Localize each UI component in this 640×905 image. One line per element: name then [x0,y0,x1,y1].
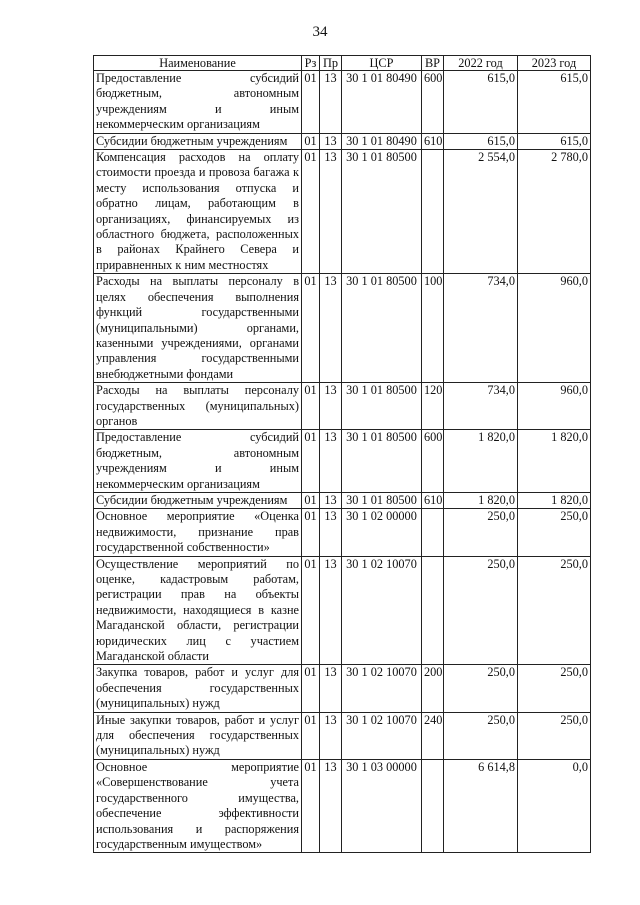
row-pr: 13 [320,383,342,430]
header-rz: Рз [302,56,320,71]
row-csr: 30 1 01 80500 [342,430,422,493]
row-pr: 13 [320,665,342,712]
header-pr: Пр [320,56,342,71]
header-2022: 2022 год [444,56,518,71]
row-2022: 615,0 [444,71,518,134]
table-header-row [94,56,591,71]
row-rz: 01 [302,492,320,508]
row-csr: 30 1 01 80500 [342,383,422,430]
row-2023: 615,0 [518,133,591,149]
row-2023: 250,0 [518,556,591,665]
row-pr: 13 [320,556,342,665]
row-rz: 01 [302,556,320,665]
row-2022: 615,0 [444,133,518,149]
row-name: Субсидии бюджетным учреждениям [94,133,302,149]
table-row [94,71,591,134]
row-rz: 01 [302,712,320,759]
row-name: Субсидии бюджетным учреждениям [94,492,302,508]
row-vr: 200 [422,665,444,712]
table-row [94,274,591,383]
row-pr: 13 [320,492,342,508]
table-row [94,492,591,508]
row-2023: 1 820,0 [518,492,591,508]
row-name: Основное мероприятие «Совершенствование учета государственного имущества, обеспечение эффективности использования и распоряжения государственным имуществом» [94,759,302,852]
row-2022: 1 820,0 [444,430,518,493]
row-csr: 30 1 01 80490 [342,71,422,134]
row-csr: 30 1 01 80500 [342,492,422,508]
row-rz: 01 [302,430,320,493]
row-csr: 30 1 02 10070 [342,712,422,759]
row-vr: 100 [422,274,444,383]
row-csr: 30 1 02 10070 [342,556,422,665]
row-vr: 610 [422,492,444,508]
row-2023: 1 820,0 [518,430,591,493]
row-name: Расходы на выплаты персоналу в целях обеспечения выполнения функций государственными (муниципальными) органами, казенными учреждениями, органами управления государственными внебюджетными фондами [94,274,302,383]
row-2022: 2 554,0 [444,150,518,274]
table-row [94,150,591,274]
row-pr: 13 [320,274,342,383]
row-2022: 734,0 [444,383,518,430]
header-2023: 2023 год [518,56,591,71]
row-vr [422,556,444,665]
row-csr: 30 1 03 00000 [342,759,422,852]
row-rz: 01 [302,71,320,134]
row-name: Осуществление мероприятий по оценке, кадастровым работам, регистрации прав на объекты недвижимости, находящиеся в казне Магаданской области, регистрации юридических лиц с участием Магаданской области [94,556,302,665]
row-name: Расходы на выплаты персоналу государственных (муниципальных) органов [94,383,302,430]
table-row [94,383,591,430]
row-rz: 01 [302,383,320,430]
row-name: Предоставление субсидий бюджетным, автономным учреждениям и иным некоммерческим организациям [94,71,302,134]
row-name: Закупка товаров, работ и услуг для обеспечения государственных (муниципальных) нужд [94,665,302,712]
row-2022: 734,0 [444,274,518,383]
row-name: Основное мероприятие «Оценка недвижимости, признание прав государственной собственности» [94,509,302,556]
table-row [94,556,591,665]
row-2022: 250,0 [444,556,518,665]
row-csr: 30 1 02 10070 [342,665,422,712]
row-pr: 13 [320,509,342,556]
row-vr: 120 [422,383,444,430]
row-rz: 01 [302,274,320,383]
table-row [94,665,591,712]
row-name: Компенсация расходов на оплату стоимости проезда и провоза багажа к месту использования отпуска и обратно лицам, работающим в организациях, финансируемых из областного бюджета, расположенных в районах Крайнего Севера и приравненных к ним местностях [94,150,302,274]
row-csr: 30 1 02 00000 [342,509,422,556]
row-csr: 30 1 01 80500 [342,274,422,383]
page-number: 34 [312,24,328,40]
row-2023: 250,0 [518,665,591,712]
header-csr: ЦСР [342,56,422,71]
table-row [94,430,591,493]
row-vr: 600 [422,430,444,493]
row-2023: 250,0 [518,712,591,759]
row-2022: 250,0 [444,509,518,556]
row-vr: 240 [422,712,444,759]
row-2023: 960,0 [518,383,591,430]
table-row [94,133,591,149]
row-pr: 13 [320,71,342,134]
row-2022: 6 614,8 [444,759,518,852]
row-csr: 30 1 01 80500 [342,150,422,274]
table-row [94,712,591,759]
row-vr: 600 [422,71,444,134]
row-csr: 30 1 01 80490 [342,133,422,149]
row-2022: 250,0 [444,665,518,712]
row-vr [422,759,444,852]
row-vr [422,509,444,556]
row-rz: 01 [302,133,320,149]
row-pr: 13 [320,759,342,852]
row-rz: 01 [302,759,320,852]
row-2023: 2 780,0 [518,150,591,274]
row-rz: 01 [302,509,320,556]
row-2023: 615,0 [518,71,591,134]
row-rz: 01 [302,665,320,712]
header-vr: ВР [422,56,444,71]
row-vr [422,150,444,274]
row-2022: 250,0 [444,712,518,759]
row-pr: 13 [320,133,342,149]
row-2023: 0,0 [518,759,591,852]
row-rz: 01 [302,150,320,274]
budget-table [93,55,591,853]
row-name: Предоставление субсидий бюджетным, автономным учреждениям и иным некоммерческим организациям [94,430,302,493]
row-2022: 1 820,0 [444,492,518,508]
header-name: Наименование [94,56,302,71]
table-row [94,759,591,852]
row-pr: 13 [320,430,342,493]
row-2023: 250,0 [518,509,591,556]
row-pr: 13 [320,150,342,274]
row-name: Иные закупки товаров, работ и услуг для обеспечения государственных (муниципальных) нужд [94,712,302,759]
row-2023: 960,0 [518,274,591,383]
row-vr: 610 [422,133,444,149]
table-row [94,509,591,556]
row-pr: 13 [320,712,342,759]
